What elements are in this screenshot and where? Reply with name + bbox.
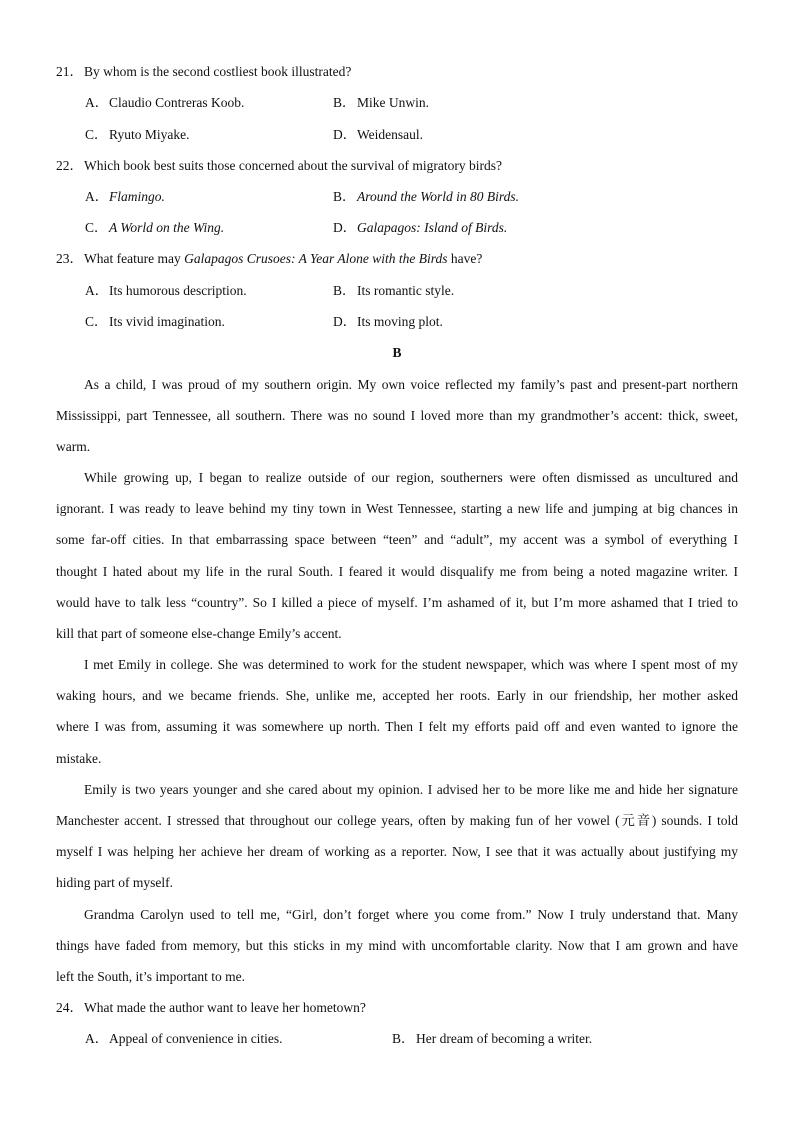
passage-line: Mississippi, part Tennessee, all southern. There was no sound I loved more than my grandmother’s accent: thick, sweet, bbox=[56, 408, 738, 423]
option-text: Weidensaul. bbox=[357, 127, 424, 142]
section-heading: B bbox=[392, 345, 402, 360]
passage-line: While growing up, I began to realize outside of our region, southerners were often dismissed as uncultured and bbox=[84, 470, 738, 485]
passage-line: Grandma Carolyn used to tell me, “Girl, don’t forget where you come from.” Now I truly understand that. Many bbox=[84, 907, 738, 922]
passage-line: would have to talk less “country”. So I killed a piece of myself. I’m ashamed of it, but I’m more ashamed that I tried to bbox=[56, 595, 738, 610]
option-label: B． bbox=[333, 283, 356, 298]
passage-line: mistake. bbox=[56, 751, 102, 766]
question-number: 24． bbox=[56, 1000, 83, 1015]
option-label: C． bbox=[85, 314, 108, 329]
passage-line: waking hours, and we became friends. She, unlike me, accepted her roots. Early in our friendship, her mother asked bbox=[56, 688, 738, 703]
passage-line: I met Emily in college. She was determined to work for the student newspaper, which was where I spent most of my bbox=[84, 657, 738, 672]
book-title: Galapagos Crusoes: A Year Alone with the Birds bbox=[184, 251, 448, 266]
question-stem: What made the author want to leave her hometown? bbox=[84, 1000, 366, 1015]
option-21-d[interactable] bbox=[333, 126, 423, 144]
option-23-a[interactable] bbox=[85, 282, 247, 300]
option-text: Its humorous description. bbox=[109, 283, 247, 298]
option-label: A． bbox=[85, 95, 109, 110]
option-label: B． bbox=[392, 1031, 415, 1046]
option-21-c[interactable] bbox=[85, 126, 189, 144]
option-text: Its romantic style. bbox=[357, 283, 455, 298]
passage-line: hiding part of myself. bbox=[56, 875, 173, 890]
question-stem: Which book best suits those concerned about the survival of migratory birds? bbox=[84, 158, 503, 173]
option-label: C． bbox=[85, 220, 108, 235]
option-label: A． bbox=[85, 1031, 109, 1046]
question-stem: By whom is the second costliest book illustrated? bbox=[84, 64, 352, 79]
option-text: Ryuto Miyake. bbox=[109, 127, 190, 142]
option-text: Around the World in 80 Birds. bbox=[357, 189, 520, 204]
passage-line: myself I was helping her achieve her dream of working as a reporter. Now, I see that it was actually about justifying my bbox=[56, 844, 738, 859]
question-stem-after: have? bbox=[447, 251, 483, 266]
option-label: A． bbox=[85, 283, 109, 298]
option-text: Her dream of becoming a writer. bbox=[416, 1031, 593, 1046]
option-21-b[interactable] bbox=[333, 94, 429, 112]
option-22-d[interactable] bbox=[333, 219, 507, 237]
option-text: A World on the Wing. bbox=[109, 220, 225, 235]
option-text: Its vivid imagination. bbox=[109, 314, 225, 329]
option-22-b[interactable] bbox=[333, 188, 519, 206]
passage-line: warm. bbox=[56, 439, 91, 454]
passage-line: thought I hated about my life in the rural South. I feared it would disqualify me from being a noted magazine writer. I bbox=[56, 564, 738, 579]
option-23-b[interactable] bbox=[333, 282, 454, 300]
question-21 bbox=[56, 63, 351, 81]
option-21-a[interactable] bbox=[85, 94, 244, 112]
passage-line: ignorant. I was ready to leave behind my tiny town in West Tennessee, starting a new life and jumping at big chances in bbox=[56, 501, 738, 516]
passage-line: kill that part of someone else-change Emily’s accent. bbox=[56, 626, 342, 641]
question-number: 22． bbox=[56, 158, 83, 173]
option-22-a[interactable] bbox=[85, 188, 165, 206]
option-label: B． bbox=[333, 95, 356, 110]
option-24-a[interactable] bbox=[85, 1030, 283, 1048]
passage-line: left the South, it’s important to me. bbox=[56, 969, 245, 984]
passage-line: where I was from, assuming it was somewhere up north. Then I felt my efforts paid off and even wanted to ignore the bbox=[56, 719, 738, 734]
option-22-c[interactable] bbox=[85, 219, 224, 237]
question-number: 21． bbox=[56, 64, 83, 79]
option-label: D． bbox=[333, 314, 357, 329]
passage-line: things have faded from memory, but this sticks in my mind with uncomfortable clarity. Now that I am grown and have bbox=[56, 938, 738, 953]
option-24-b[interactable] bbox=[392, 1030, 592, 1048]
option-23-c[interactable] bbox=[85, 313, 225, 331]
question-23 bbox=[56, 250, 482, 268]
option-text: Its moving plot. bbox=[357, 314, 443, 329]
option-text: Claudio Contreras Koob. bbox=[109, 95, 245, 110]
passage-line: some far-off cities. In that embarrassing space between “teen” and “adult”, my accent was a symbol of everything I bbox=[56, 532, 738, 547]
option-label: D． bbox=[333, 127, 357, 142]
option-label: A． bbox=[85, 189, 109, 204]
option-label: B． bbox=[333, 189, 356, 204]
passage-line: Manchester accent. I stressed that throughout our college years, often by making fun of her vowel (元音) sounds. I told bbox=[56, 813, 738, 828]
option-text: Appeal of convenience in cities. bbox=[109, 1031, 283, 1046]
question-stem-before: What feature may bbox=[84, 251, 185, 266]
question-24 bbox=[56, 999, 366, 1017]
question-number: 23． bbox=[56, 251, 83, 266]
option-label: D． bbox=[333, 220, 357, 235]
option-text: Mike Unwin. bbox=[357, 95, 429, 110]
option-text: Flamingo. bbox=[109, 189, 165, 204]
passage-line: As a child, I was proud of my southern origin. My own voice reflected my family’s past and present-part northern bbox=[84, 377, 738, 392]
option-text: Galapagos: Island of Birds. bbox=[357, 220, 508, 235]
option-label: C． bbox=[85, 127, 108, 142]
option-23-d[interactable] bbox=[333, 313, 443, 331]
question-22 bbox=[56, 157, 502, 175]
passage-line: Emily is two years younger and she cared about my opinion. I advised her to be more like me and hide her signature bbox=[84, 782, 738, 797]
